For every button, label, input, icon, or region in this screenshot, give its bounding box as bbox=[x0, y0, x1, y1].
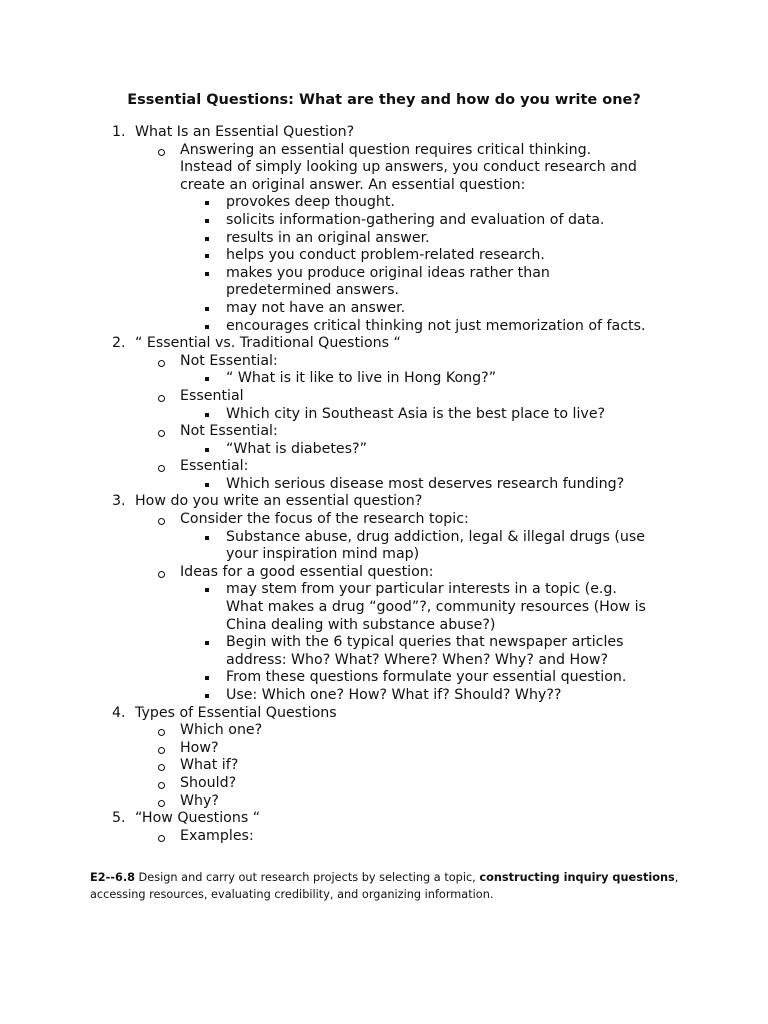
sub-list-item bbox=[0, 282, 768, 300]
section-heading bbox=[0, 493, 768, 511]
list-item bbox=[0, 388, 768, 406]
sub-list-item-text: helps you conduct problem-related research. bbox=[226, 247, 545, 264]
sub-list-item-text: Begin with the 6 typical queries that newspaper articles bbox=[226, 634, 624, 651]
square-bullet-icon bbox=[205, 641, 209, 645]
sub-list-item-text: Which serious disease most deserves research funding? bbox=[226, 475, 625, 492]
hollow-circle-bullet-icon bbox=[158, 764, 165, 771]
list-item bbox=[0, 775, 768, 793]
square-bullet-icon bbox=[205, 413, 209, 417]
sub-list-item-text: encourages critical thinking not just memorization of facts. bbox=[226, 317, 646, 334]
list-item-text: Why? bbox=[180, 792, 219, 809]
square-bullet-icon bbox=[205, 201, 209, 205]
hollow-circle-bullet-icon bbox=[158, 729, 165, 736]
sub-list-item bbox=[0, 194, 768, 212]
list-item-text: Not Essential: bbox=[180, 352, 278, 369]
sub-list-item bbox=[0, 546, 768, 564]
list-item-text: What if? bbox=[180, 757, 239, 774]
sub-list-item bbox=[0, 265, 768, 283]
standard-text-bold: constructing inquiry questions bbox=[479, 871, 675, 884]
hollow-circle-bullet-icon bbox=[158, 360, 165, 367]
square-bullet-icon bbox=[205, 325, 209, 329]
hollow-circle-bullet-icon bbox=[158, 465, 165, 472]
list-item-text: Essential bbox=[180, 387, 244, 404]
hollow-circle-bullet-icon bbox=[158, 571, 165, 578]
sub-list-item bbox=[0, 599, 768, 617]
list-item bbox=[0, 142, 768, 160]
sub-list-item bbox=[0, 406, 768, 424]
list-item bbox=[0, 353, 768, 371]
sub-list-item bbox=[0, 529, 768, 547]
hollow-circle-bullet-icon bbox=[158, 430, 165, 437]
square-bullet-icon bbox=[205, 219, 209, 223]
list-item bbox=[0, 793, 768, 811]
hollow-circle-bullet-icon bbox=[158, 395, 165, 402]
list-item-text: Which one? bbox=[180, 722, 263, 739]
sub-list-item-text: may stem from your particular interests in a topic (e.g. bbox=[226, 581, 617, 598]
list-number: 5. bbox=[112, 810, 126, 827]
sub-list-item bbox=[0, 581, 768, 599]
list-item-text: Should? bbox=[180, 774, 237, 791]
sub-list-item-text: Which city in Southeast Asia is the best place to live? bbox=[226, 405, 606, 422]
list-item bbox=[0, 458, 768, 476]
list-item bbox=[0, 159, 768, 177]
section-heading-text: How do you write an essential question? bbox=[135, 493, 423, 510]
square-bullet-icon bbox=[205, 483, 209, 487]
hollow-circle-bullet-icon bbox=[158, 747, 165, 754]
square-bullet-icon bbox=[205, 448, 209, 452]
hollow-circle-bullet-icon bbox=[158, 835, 165, 842]
sub-list-item bbox=[0, 300, 768, 318]
sub-list-item bbox=[0, 247, 768, 265]
sub-list-item-text: From these questions formulate your essential question. bbox=[226, 669, 627, 686]
list-number: 2. bbox=[112, 335, 126, 352]
list-item bbox=[0, 828, 768, 846]
sub-list-item-text: “What is diabetes?” bbox=[226, 440, 367, 457]
sub-list-item-text: results in an original answer. bbox=[226, 229, 430, 246]
sub-list-item bbox=[0, 634, 768, 652]
square-bullet-icon bbox=[205, 536, 209, 540]
sub-list-item bbox=[0, 652, 768, 670]
outline-list bbox=[0, 124, 768, 845]
list-item-text: Examples: bbox=[180, 827, 254, 844]
sub-list-item bbox=[0, 687, 768, 705]
sub-list-item bbox=[0, 230, 768, 248]
list-item-text: Consider the focus of the research topic: bbox=[180, 511, 469, 528]
section-heading-text: “ Essential vs. Traditional Questions “ bbox=[135, 335, 401, 352]
page-title: Essential Questions: What are they and how do you write one? bbox=[127, 92, 641, 108]
sub-list-item bbox=[0, 370, 768, 388]
square-bullet-icon bbox=[205, 254, 209, 258]
section-heading-text: Types of Essential Questions bbox=[135, 704, 337, 721]
sub-list-item-text: makes you produce original ideas rather than bbox=[226, 264, 550, 281]
list-item-text: Answering an essential question requires critical thinking. bbox=[180, 141, 592, 158]
hollow-circle-bullet-icon bbox=[158, 518, 165, 525]
list-item bbox=[0, 177, 768, 195]
list-number: 3. bbox=[112, 493, 126, 510]
sub-list-item bbox=[0, 669, 768, 687]
sub-list-item-text: Substance abuse, drug addiction, legal & illegal drugs (use bbox=[226, 528, 645, 545]
square-bullet-icon bbox=[205, 237, 209, 241]
hollow-circle-bullet-icon bbox=[158, 149, 165, 156]
square-bullet-icon bbox=[205, 307, 209, 311]
list-item-text: How? bbox=[180, 739, 219, 756]
sub-list-item-text: your inspiration mind map) bbox=[226, 546, 420, 563]
sub-list-item-text: address: Who? What? Where? When? Why? and How? bbox=[226, 651, 609, 668]
square-bullet-icon bbox=[205, 272, 209, 276]
hollow-circle-bullet-icon bbox=[158, 800, 165, 807]
list-number: 4. bbox=[112, 704, 126, 721]
list-item-text: Essential: bbox=[180, 458, 249, 475]
sub-list-item-text: “ What is it like to live in Hong Kong?” bbox=[226, 370, 497, 387]
list-item-text: Not Essential: bbox=[180, 423, 278, 440]
list-item-text: create an original answer. An essential question: bbox=[180, 176, 526, 193]
list-item-text: Ideas for a good essential question: bbox=[180, 563, 434, 580]
list-item bbox=[0, 740, 768, 758]
sub-list-item-text: Use: Which one? How? What if? Should? Why?? bbox=[226, 687, 562, 703]
section-heading bbox=[0, 335, 768, 353]
sub-list-item-text: solicits information-gathering and evaluation of data. bbox=[226, 211, 605, 228]
sub-list-item bbox=[0, 476, 768, 494]
sub-list-item-text: predetermined answers. bbox=[226, 282, 400, 299]
list-item bbox=[0, 722, 768, 740]
square-bullet-icon bbox=[205, 588, 209, 592]
standard-footnote bbox=[90, 869, 690, 903]
hollow-circle-bullet-icon bbox=[158, 782, 165, 789]
list-item bbox=[0, 757, 768, 775]
sub-list-item-text: may not have an answer. bbox=[226, 299, 406, 316]
sub-list-item bbox=[0, 441, 768, 459]
sub-list-item-text: China dealing with substance abuse?) bbox=[226, 616, 496, 633]
sub-list-item-text: provokes deep thought. bbox=[226, 194, 395, 211]
square-bullet-icon bbox=[205, 676, 209, 680]
section-heading bbox=[0, 705, 768, 723]
standard-code: E2--6.8 bbox=[90, 871, 135, 884]
section-heading bbox=[0, 124, 768, 142]
square-bullet-icon bbox=[205, 377, 209, 381]
section-heading-text: “How Questions “ bbox=[135, 810, 261, 827]
list-item bbox=[0, 423, 768, 441]
section-heading-text: What Is an Essential Question? bbox=[135, 124, 355, 140]
sub-list-item bbox=[0, 212, 768, 230]
list-item bbox=[0, 564, 768, 582]
sub-list-item bbox=[0, 617, 768, 635]
square-bullet-icon bbox=[205, 694, 209, 698]
list-item bbox=[0, 511, 768, 529]
standard-text-1: Design and carry out research projects by selecting a topic, bbox=[134, 871, 480, 884]
sub-list-item bbox=[0, 318, 768, 336]
list-item-text: Instead of simply looking up answers, you conduct research and bbox=[180, 159, 637, 176]
section-heading bbox=[0, 810, 768, 828]
standard-text-2: , accessing resources, evaluating credibility, and organizing information. bbox=[90, 871, 679, 901]
list-number: 1. bbox=[112, 124, 126, 140]
sub-list-item-text: What makes a drug “good”?, community resources (How is bbox=[226, 599, 646, 616]
